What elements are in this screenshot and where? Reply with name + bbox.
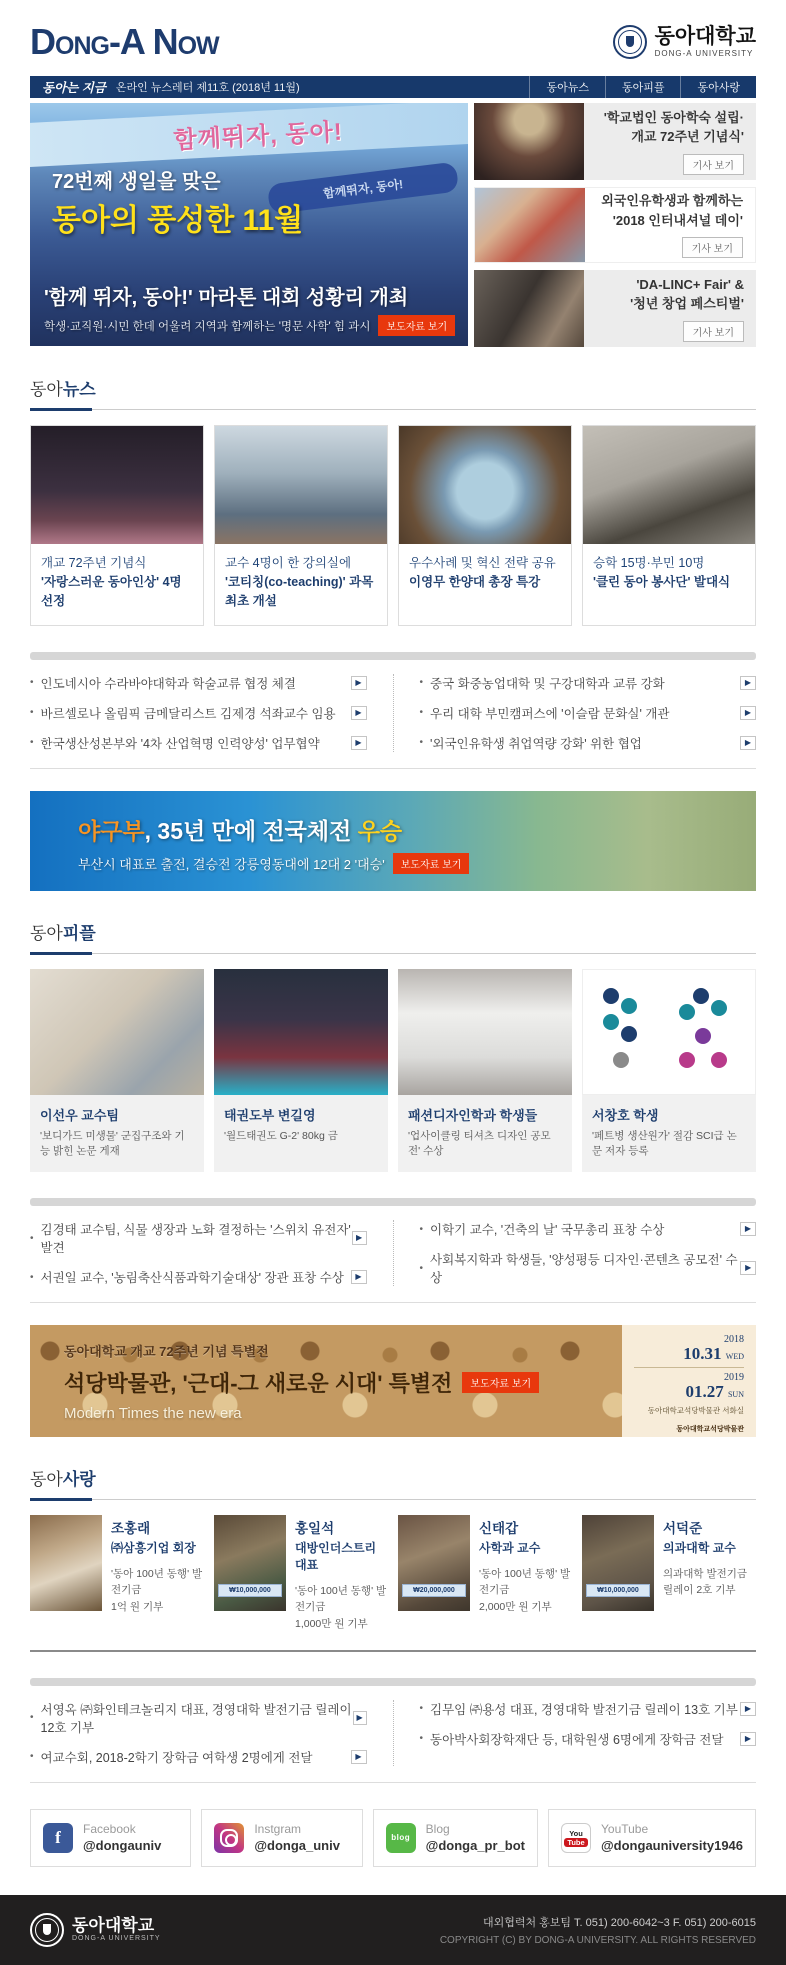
bullet-icon: • xyxy=(30,1271,34,1283)
donor-photo xyxy=(582,1515,654,1611)
arrow-button-icon[interactable]: ▶ xyxy=(740,706,756,720)
news-card-caption: 우수사례 및 혁신 전략 공유 이영무 한양대 총장 특강 xyxy=(409,555,556,589)
side-article-title: '학교법인 동아학숙 설립· 개교 72주년 기념식' xyxy=(603,109,744,145)
people-card-caption: 서창호 학생 '페트병 생산원가' 절감 SCI급 논문 저자 등록 xyxy=(592,1107,737,1157)
social-platform-label: Instgram xyxy=(254,1822,302,1837)
social-handle: @donga_univ xyxy=(254,1838,340,1854)
divider-bar xyxy=(30,1678,756,1686)
university-subname: DONG-A UNIVERSITY xyxy=(654,48,754,58)
read-article-button[interactable]: 기사 보기 xyxy=(683,321,744,342)
arrow-button-icon[interactable]: ▶ xyxy=(352,1231,367,1245)
people-card-photo xyxy=(30,969,204,1095)
hero-article-subtitle: 학생·교직원·시민 한데 어울려 지역과 함께하는 '명문 사학' 힘 과시 xyxy=(44,320,371,333)
news-link[interactable]: • 바르셀로나 올림픽 금메달리스트 김제경 석좌교수 임용 ▶ xyxy=(30,704,367,722)
social-platform-label: YouTube xyxy=(601,1822,649,1837)
arrow-button-icon[interactable]: ▶ xyxy=(351,676,367,690)
arrow-button-icon[interactable]: ▶ xyxy=(740,1261,756,1275)
footer-copyright: COPYRIGHT (C) BY DONG-A UNIVERSITY. ALL RIGHTS RESERVED xyxy=(439,1934,756,1946)
news-link[interactable]: • '외국인유학생 취업역량 강화' 위한 협업 ▶ xyxy=(420,734,757,752)
social-platform-label: Blog xyxy=(425,1822,450,1837)
hero-section xyxy=(30,103,756,347)
social-handle: @dongauniversity1946 xyxy=(601,1838,744,1854)
people-link[interactable]: • 서권일 교수, '농림축산식품과학기술대상' 장관 표창 수상 ▶ xyxy=(30,1268,367,1286)
divider-bar xyxy=(30,652,756,660)
news-card[interactable] xyxy=(398,425,572,626)
bullet-icon: • xyxy=(419,1703,424,1715)
university-seal-icon xyxy=(30,1913,64,1947)
news-section-title: 동아뉴스 xyxy=(30,379,96,399)
bullet-icon: • xyxy=(30,677,34,689)
exhibition-host: 동아대학교석당박물관 xyxy=(676,1426,744,1434)
bullet-icon: • xyxy=(30,737,34,749)
press-release-button[interactable]: 보도자료 보기 xyxy=(462,1372,539,1393)
nav-item-love[interactable]: 동아사랑 xyxy=(680,76,756,98)
arrow-button-icon[interactable]: ▶ xyxy=(740,1702,756,1716)
navbar-brand: 동아는 지금 xyxy=(42,81,106,95)
donation-check: ₩20,000,000 xyxy=(402,1584,466,1597)
people-card-caption: 태권도부 변길영 '월드태권도 G-2' 80kg 금 xyxy=(224,1107,338,1142)
arrow-button-icon[interactable]: ▶ xyxy=(351,1750,367,1764)
people-card-photo xyxy=(398,969,572,1095)
news-link[interactable]: • 중국 화중농업대학 및 구강대학과 교류 강화 ▶ xyxy=(420,674,757,692)
side-article-photo xyxy=(474,103,584,180)
news-card-photo xyxy=(399,426,571,544)
blog-link[interactable] xyxy=(373,1809,538,1867)
arrow-button-icon[interactable]: ▶ xyxy=(740,1732,756,1746)
news-link[interactable]: • 우리 대학 부민캠퍼스에 '이슬람 문화실' 개관 ▶ xyxy=(420,704,757,722)
donor-photo xyxy=(30,1515,102,1611)
people-card[interactable] xyxy=(214,969,388,1172)
side-article-photo xyxy=(475,188,585,263)
exhibition-venue: 동아대학교석당박물관 서화실 xyxy=(647,1405,744,1415)
love-section-header xyxy=(30,1465,756,1500)
bullet-icon: • xyxy=(419,737,424,749)
donor-photo xyxy=(398,1515,470,1611)
social-links-row xyxy=(30,1809,756,1867)
news-section-header xyxy=(30,375,756,410)
page-footer xyxy=(0,1895,786,1965)
arrow-button-icon[interactable]: ▶ xyxy=(740,736,756,750)
bullet-icon: • xyxy=(30,1232,34,1244)
news-card-caption: 승학 15명·부민 10명 '클린 동아 봉사단' 발대식 xyxy=(593,555,731,589)
press-release-button[interactable]: 보도자료 보기 xyxy=(393,853,470,874)
exhibition-line3: Modern Times the new era xyxy=(64,1405,242,1423)
exhibition-line2: 석당박물관, '근대-그 새로운 시대' 특별전 xyxy=(64,1371,453,1397)
donor-info: 서덕준 의과대학 교수 의과대학 발전기금 릴레이 2호 기부 xyxy=(663,1521,748,1597)
date-divider xyxy=(634,1367,744,1368)
hero-main-article[interactable] xyxy=(30,103,468,346)
love-link[interactable]: • 여교수회, 2018-2학기 장학금 여학생 2명에게 전달 ▶ xyxy=(30,1748,367,1766)
side-article[interactable] xyxy=(474,187,756,264)
blog-icon: blog xyxy=(386,1823,416,1853)
donor-card[interactable] xyxy=(214,1515,388,1632)
side-article[interactable] xyxy=(474,270,756,347)
bullet-icon: • xyxy=(30,1712,34,1724)
love-link[interactable]: • 동아박사회장학재단 등, 대학원생 6명에게 장학금 전달 ▶ xyxy=(420,1730,757,1748)
news-card-caption: 교수 4명이 한 강의실에 '코티칭(co-teaching)' 과목 최초 개설 xyxy=(225,555,374,609)
love-link[interactable]: • 서영옥 ㈜화인테크놀리지 대표, 경영대학 발전기금 릴레이 12호 기부 ▶ xyxy=(30,1700,367,1736)
footer-university-name: 동아대학교 xyxy=(72,1916,155,1936)
donor-card[interactable] xyxy=(398,1515,572,1632)
navbar-left xyxy=(30,76,300,98)
hero-overlay-line2: 동아의 풍성한 11월 xyxy=(52,204,304,237)
hero-overlay-line1: 72번째 생일을 맞은 xyxy=(52,171,221,193)
people-card-row xyxy=(30,969,756,1172)
social-handle: @donga_pr_bot xyxy=(425,1838,525,1854)
news-card[interactable] xyxy=(30,425,204,626)
donor-card[interactable] xyxy=(30,1515,204,1632)
news-card-photo xyxy=(31,426,203,544)
people-card-photo xyxy=(214,969,388,1095)
side-article-title: 외국인유학생과 함께하는 '2018 인터내셔널 데이' xyxy=(601,193,743,228)
side-article-photo xyxy=(474,270,584,347)
social-platform-label: Facebook xyxy=(83,1822,136,1837)
donor-info: 조홍래 ㈜삼흥기업 회장 '동아 100년 동행' 발전기금 1억 원 기부 xyxy=(111,1521,203,1613)
hero-article-title: '함께 뛰자, 동아!' 마라톤 대회 성황리 개최 xyxy=(44,287,409,309)
bullet-icon: • xyxy=(30,707,34,719)
news-card-photo xyxy=(215,426,387,544)
side-article-title: 'DA-LINC+ Fair' & '청년 창업 페스티벌' xyxy=(630,276,744,312)
people-section-header xyxy=(30,919,756,954)
youtube-link[interactable] xyxy=(548,1809,756,1867)
instagram-icon xyxy=(214,1823,244,1853)
people-link[interactable]: • 이학기 교수, '건축의 날' 국무총리 표창 수상 ▶ xyxy=(420,1220,757,1238)
bullet-icon: • xyxy=(419,707,424,719)
exhibition-start-date: 10.31 WED xyxy=(683,1344,744,1364)
arrow-button-icon[interactable]: ▶ xyxy=(351,706,367,720)
love-section-title: 동아사랑 xyxy=(30,1470,96,1490)
university-logo xyxy=(613,25,756,59)
top-navbar xyxy=(30,76,756,98)
news-card[interactable] xyxy=(214,425,388,626)
side-article[interactable] xyxy=(474,103,756,180)
footer-contact: 대외협력처 홍보팀 T. 051) 200-6042~3 F. 051) 200-6015 xyxy=(482,1916,756,1929)
page-header xyxy=(30,0,756,76)
news-card[interactable] xyxy=(582,425,756,626)
news-card-caption: 개교 72주년 기념식 '자랑스러운 동아인상' 4명 선정 xyxy=(41,555,182,609)
donor-info: 신태갑 사학과 교수 '동아 100년 동행' 발전기금 2,000만 원 기부 xyxy=(479,1521,571,1613)
towel-slogan: 함께뛰자, 동아! xyxy=(267,162,459,215)
hero-side-articles xyxy=(474,103,756,347)
baseball-banner-title: 야구부, 35년 만에 전국체전 우승 xyxy=(78,817,403,844)
news-link[interactable]: • 한국생산성본부와 '4차 산업혁명 인력양성' 업무협약 ▶ xyxy=(30,734,367,752)
bullet-icon: • xyxy=(419,1223,424,1235)
people-link-list xyxy=(30,1198,756,1303)
press-release-button[interactable]: 보도자료 보기 xyxy=(378,315,455,336)
people-card-caption: 패션디자인학과 학생들 '업사이클링 티셔츠 디자인 공모전' 수상 xyxy=(408,1107,551,1157)
facebook-icon: f xyxy=(43,1823,73,1853)
nav-item-news[interactable]: 동아뉴스 xyxy=(529,76,605,98)
baseball-banner[interactable] xyxy=(30,791,756,891)
marathon-banner-graphic xyxy=(30,103,468,168)
divider-bar xyxy=(30,1198,756,1206)
news-link[interactable]: • 인도네시아 수라바야대학과 학술교류 협정 체결 ▶ xyxy=(30,674,367,692)
university-seal-icon xyxy=(613,25,647,59)
people-card[interactable] xyxy=(30,969,204,1172)
instagram-link[interactable] xyxy=(201,1809,362,1867)
news-card-row xyxy=(30,425,756,626)
arrow-button-icon[interactable]: ▶ xyxy=(351,1270,367,1284)
arrow-button-icon[interactable]: ▶ xyxy=(351,736,367,750)
exhibition-start-year: 2018 xyxy=(724,1334,744,1346)
section-divider xyxy=(30,1650,756,1652)
arrow-button-icon[interactable]: ▶ xyxy=(353,1711,367,1725)
arrow-button-icon[interactable]: ▶ xyxy=(740,676,756,690)
donor-info: 홍일석 대방인더스트리 대표 '동아 100년 동행' 발전기금 1,000만 원 기부 xyxy=(295,1521,387,1630)
read-article-button[interactable]: 기사 보기 xyxy=(683,154,744,175)
nav-item-people[interactable]: 동아피플 xyxy=(605,76,681,98)
facebook-link[interactable] xyxy=(30,1809,191,1867)
bullet-icon: • xyxy=(419,1733,424,1745)
navbar-menu xyxy=(529,76,756,98)
footer-university-logo xyxy=(30,1913,161,1947)
exhibition-banner-left xyxy=(30,1325,622,1437)
news-link-list xyxy=(30,652,756,769)
arrow-button-icon[interactable]: ▶ xyxy=(740,1222,756,1236)
donor-photo xyxy=(214,1515,286,1611)
love-card-row xyxy=(30,1515,756,1632)
news-card-photo xyxy=(583,426,755,544)
banner-slogan: 함께뛰자, 동아! xyxy=(172,118,344,154)
youtube-icon: You Tube xyxy=(561,1823,591,1853)
university-name: 동아대학교 xyxy=(654,25,756,49)
donation-check: ₩10,000,000 xyxy=(586,1584,650,1597)
exhibition-banner[interactable] xyxy=(30,1325,756,1437)
people-link[interactable]: • 사회복지학과 학생들, '양성평등 디자인·콘텐츠 공모전' 수상 ▶ xyxy=(420,1250,757,1286)
bullet-icon: • xyxy=(419,1262,424,1274)
exhibition-end-date: 01.27 SUN xyxy=(685,1381,744,1401)
bullet-icon: • xyxy=(419,677,424,689)
people-card-caption: 이선우 교수팀 '보디가드 미생물' 군집구조와 기능 밝힌 논문 게재 xyxy=(40,1107,185,1157)
donation-check: ₩10,000,000 xyxy=(218,1584,282,1597)
exhibition-line1: 동아대학교 개교 72주년 기념 특별전 xyxy=(64,1344,269,1360)
love-link-list xyxy=(30,1678,756,1783)
baseball-banner-subtitle: 부산시 대표로 출전, 결승전 강릉영동대에 12대 2 '대승' xyxy=(78,856,385,872)
bullet-icon: • xyxy=(30,1751,34,1763)
footer-university-subname: DONG-A UNIVERSITY xyxy=(72,1935,161,1943)
people-link[interactable]: • 김경태 교수팀, 식물 생장과 노화 결정하는 '스위치 유전자' 발견 ▶ xyxy=(30,1220,367,1256)
donor-card[interactable] xyxy=(582,1515,756,1632)
exhibition-date-panel xyxy=(622,1325,756,1437)
people-section-title: 동아피플 xyxy=(30,923,96,943)
love-link[interactable]: • 김무임 ㈜용성 대표, 경영대학 발전기금 릴레이 13호 기부 ▶ xyxy=(420,1700,757,1718)
read-article-button[interactable]: 기사 보기 xyxy=(682,237,743,258)
people-card[interactable] xyxy=(398,969,572,1172)
dong-a-now-logo: Dong-A Now xyxy=(30,21,219,62)
social-handle: @dongauniv xyxy=(83,1838,162,1854)
molecule-graphic xyxy=(582,969,756,1095)
exhibition-end-year: 2019 xyxy=(724,1371,744,1383)
people-card[interactable] xyxy=(582,969,756,1172)
navbar-issue: 온라인 뉴스레터 제11호 (2018년 11월) xyxy=(115,82,300,94)
